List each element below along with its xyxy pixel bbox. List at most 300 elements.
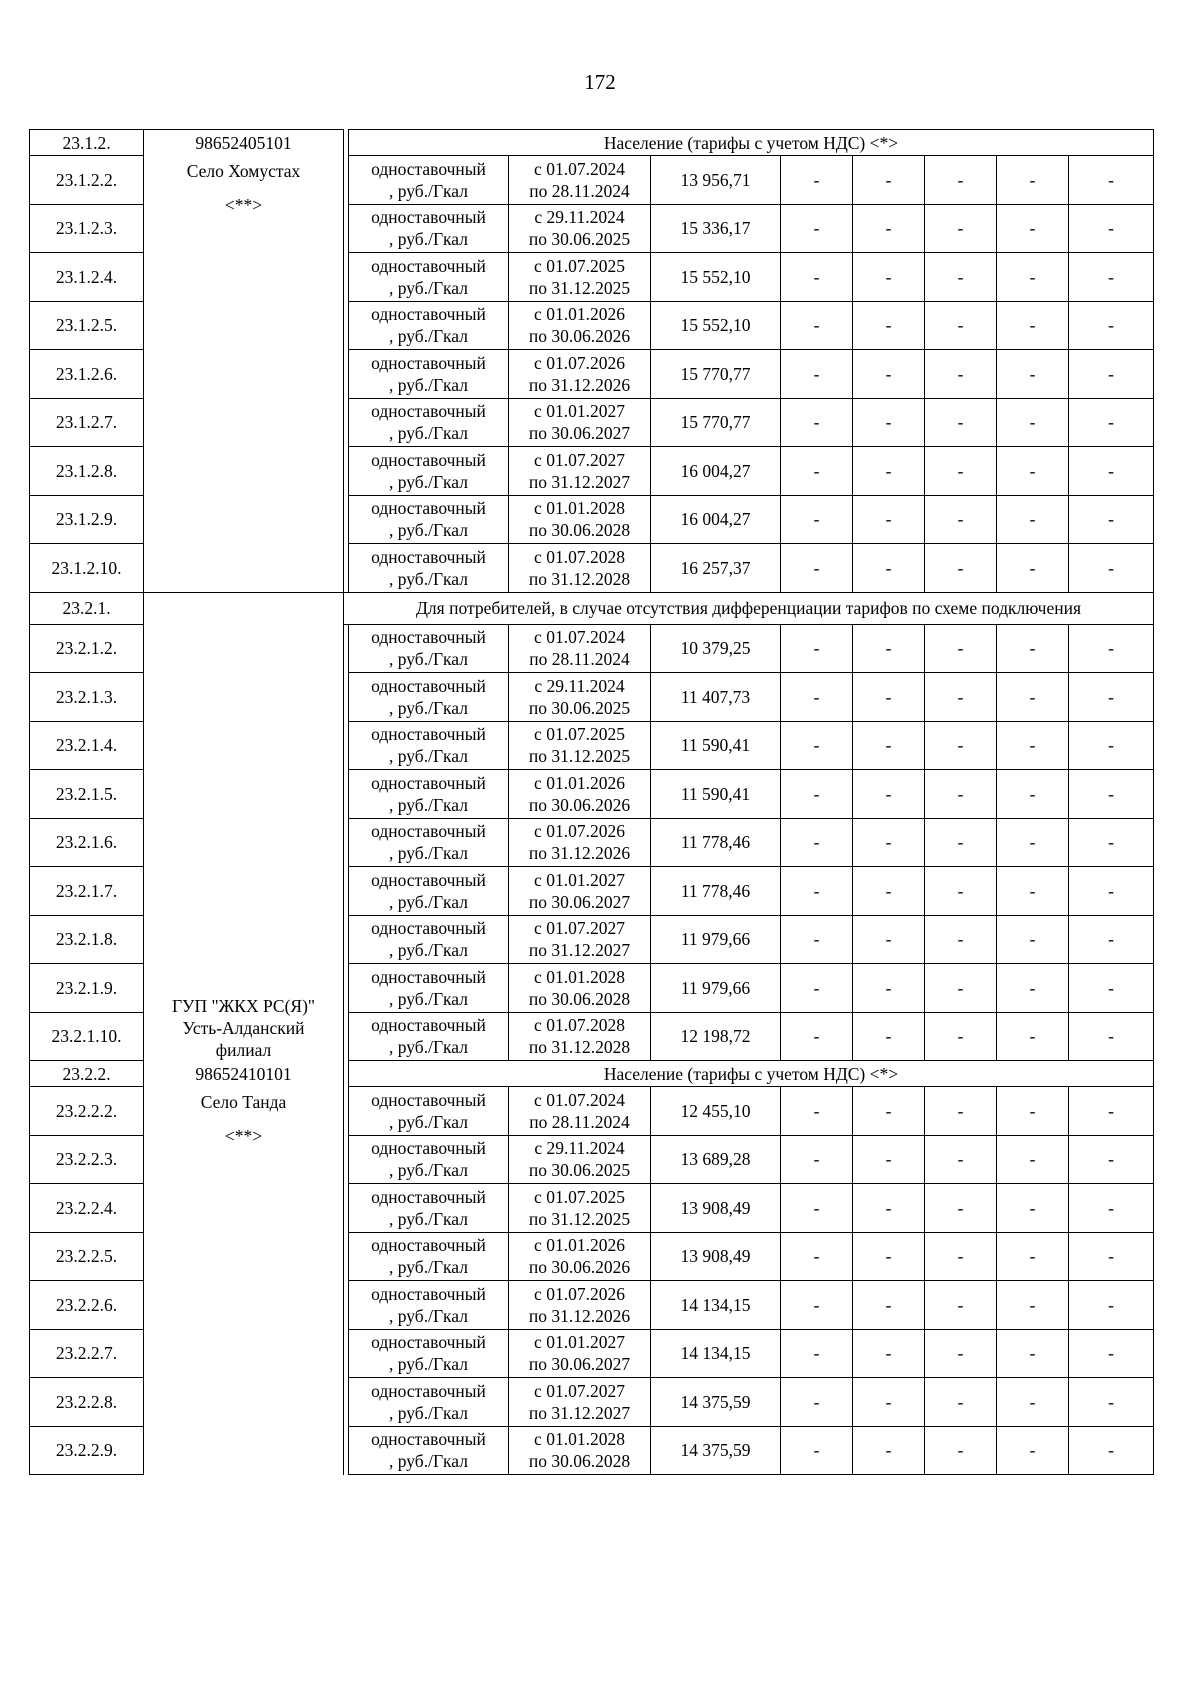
period-from: с 01.07.2025: [534, 1186, 625, 1207]
tariff-unit-label: , руб./Гкал: [389, 277, 468, 298]
tariff-value: 16 004,27: [651, 495, 781, 544]
row-number: 23.2.2.7.: [30, 1329, 144, 1378]
tariff-type: одноставочный: [371, 869, 486, 890]
empty-value-dash: -: [781, 673, 853, 722]
period-to: по 31.12.2025: [528, 1208, 631, 1229]
tariff-unit-label: , руб./Гкал: [389, 940, 468, 961]
tariff-type: одноставочный: [371, 724, 486, 745]
row-number: 23.1.2.: [30, 130, 144, 156]
tariff-period: [509, 447, 651, 496]
empty-value-dash: -: [853, 156, 925, 205]
tariff-period: [509, 1281, 651, 1330]
empty-value-dash: -: [1069, 350, 1154, 399]
tariff-unit-label: , руб./Гкал: [389, 649, 468, 670]
tariff-type: одноставочный: [371, 401, 486, 422]
tariff-period: [509, 204, 651, 253]
tariff-value: 11 778,46: [651, 867, 781, 916]
row-number: 23.2.2.9.: [30, 1426, 144, 1475]
tariff-period: [509, 673, 651, 722]
empty-value-dash: -: [781, 770, 853, 819]
tariff-unit-label: , руб./Гкал: [389, 326, 468, 347]
row-number: 23.2.2.4.: [30, 1184, 144, 1233]
empty-value-dash: -: [997, 1232, 1069, 1281]
tariff-unit-label: , руб./Гкал: [389, 180, 468, 201]
tariff-unit: [349, 1426, 509, 1475]
section-header-row: [30, 592, 1154, 624]
tariff-unit-label: , руб./Гкал: [389, 1160, 468, 1181]
empty-value-dash: -: [781, 447, 853, 496]
period-to: по 31.12.2027: [528, 940, 631, 961]
period-from: с 01.01.2027: [534, 1332, 625, 1353]
tariff-unit-label: , руб./Гкал: [389, 1354, 468, 1375]
tariff-unit: [349, 1012, 509, 1061]
tariff-type: одноставочный: [371, 449, 486, 470]
tariff-unit: [349, 867, 509, 916]
row-number: 23.2.1.10.: [30, 1012, 144, 1061]
empty-value-dash: -: [781, 350, 853, 399]
period-from: с 01.07.2027: [534, 1380, 625, 1401]
tariff-unit: [349, 673, 509, 722]
period-from: с 01.07.2027: [534, 449, 625, 470]
period-to: по 30.06.2028: [528, 520, 631, 541]
period-to: по 30.06.2027: [528, 891, 631, 912]
empty-value-dash: -: [853, 721, 925, 770]
tariff-unit: [349, 253, 509, 302]
row-number: 23.2.1.: [30, 592, 144, 624]
section-header: Население (тарифы с учетом НДС) <*>: [349, 1061, 1154, 1087]
empty-value-dash: -: [997, 1378, 1069, 1427]
tariff-unit: [349, 721, 509, 770]
period-from: с 01.01.2026: [534, 1235, 625, 1256]
tariff-unit: [349, 204, 509, 253]
section-header-row: [30, 1061, 1154, 1087]
empty-value-dash: -: [853, 350, 925, 399]
empty-value-dash: -: [997, 495, 1069, 544]
empty-value-dash: -: [1069, 1087, 1154, 1136]
row-number: 23.2.1.4.: [30, 721, 144, 770]
empty-value-dash: -: [925, 624, 997, 673]
tariff-value: 14 375,59: [651, 1378, 781, 1427]
row-number: 23.1.2.2.: [30, 156, 144, 205]
tariff-value: 15 770,77: [651, 350, 781, 399]
tariff-type: одноставочный: [371, 918, 486, 939]
tariff-value: 14 134,15: [651, 1329, 781, 1378]
empty-value-dash: -: [925, 544, 997, 593]
row-number: 23.1.2.8.: [30, 447, 144, 496]
empty-value-dash: -: [925, 350, 997, 399]
tariff-unit-label: , руб./Гкал: [389, 1208, 468, 1229]
tariff-period: [509, 350, 651, 399]
tariff-unit-label: , руб./Гкал: [389, 1111, 468, 1132]
tariff-type: одноставочный: [371, 1015, 486, 1036]
tariff-type: одноставочный: [371, 1380, 486, 1401]
empty-value-dash: -: [853, 1087, 925, 1136]
empty-value-dash: -: [925, 915, 997, 964]
period-from: с 01.01.2028: [534, 1429, 625, 1450]
empty-value-dash: -: [1069, 770, 1154, 819]
empty-value-dash: -: [853, 1232, 925, 1281]
tariff-type: одноставочный: [371, 498, 486, 519]
tariff-period: [509, 1232, 651, 1281]
tariff-unit: [349, 624, 509, 673]
tariff-type: одноставочный: [371, 1138, 486, 1159]
period-to: по 31.12.2026: [528, 843, 631, 864]
tariff-value: 15 770,77: [651, 398, 781, 447]
row-number: 23.1.2.3.: [30, 204, 144, 253]
row-number: 23.2.2.5.: [30, 1232, 144, 1281]
empty-value-dash: -: [1069, 495, 1154, 544]
tariff-value: 15 552,10: [651, 301, 781, 350]
row-number: 23.1.2.9.: [30, 495, 144, 544]
tariff-type: одноставочный: [371, 304, 486, 325]
tariff-period: [509, 1426, 651, 1475]
period-from: с 01.07.2028: [534, 1015, 625, 1036]
empty-value-dash: -: [925, 867, 997, 916]
empty-value-dash: -: [925, 1184, 997, 1233]
tariff-unit: [349, 156, 509, 205]
period-to: по 30.06.2026: [528, 326, 631, 347]
empty-value-dash: -: [1069, 1012, 1154, 1061]
organization-cell: [144, 592, 344, 1061]
empty-value-dash: -: [925, 398, 997, 447]
empty-value-dash: -: [997, 1329, 1069, 1378]
tariff-period: [509, 1012, 651, 1061]
tariff-unit-label: , руб./Гкал: [389, 229, 468, 250]
locality-cell: [144, 156, 344, 593]
tariff-type: одноставочный: [371, 1089, 486, 1110]
row-number: 23.2.2.3.: [30, 1135, 144, 1184]
empty-value-dash: -: [1069, 447, 1154, 496]
period-to: по 31.12.2027: [528, 471, 631, 492]
period-to: по 30.06.2028: [528, 988, 631, 1009]
period-from: с 01.07.2025: [534, 255, 625, 276]
tariff-unit-label: , руб./Гкал: [389, 1257, 468, 1278]
tariff-value: 12 455,10: [651, 1087, 781, 1136]
tariff-period: [509, 1135, 651, 1184]
empty-value-dash: -: [997, 915, 1069, 964]
tariff-value: 10 379,25: [651, 624, 781, 673]
tariff-value: 12 198,72: [651, 1012, 781, 1061]
row-number: 23.2.2.: [30, 1061, 144, 1087]
empty-value-dash: -: [853, 915, 925, 964]
tariff-period: [509, 1087, 651, 1136]
tariff-unit: [349, 544, 509, 593]
tariff-unit: [349, 1281, 509, 1330]
locality-name: Село Хомустах: [186, 160, 301, 181]
empty-value-dash: -: [997, 624, 1069, 673]
row-number: 23.2.2.2.: [30, 1087, 144, 1136]
period-from: с 29.11.2024: [534, 675, 625, 696]
empty-value-dash: -: [781, 867, 853, 916]
tariff-unit: [349, 301, 509, 350]
empty-value-dash: -: [1069, 673, 1154, 722]
tariff-value: 16 257,37: [651, 544, 781, 593]
empty-value-dash: -: [853, 818, 925, 867]
empty-value-dash: -: [1069, 867, 1154, 916]
tariff-type: одноставочный: [371, 821, 486, 842]
tariff-unit: [349, 770, 509, 819]
empty-value-dash: -: [925, 1135, 997, 1184]
tariff-unit-label: , руб./Гкал: [389, 794, 468, 815]
period-from: с 01.07.2024: [534, 1089, 625, 1110]
period-from: с 01.07.2024: [534, 627, 625, 648]
empty-value-dash: -: [925, 770, 997, 819]
empty-value-dash: -: [925, 1426, 997, 1475]
section-header: Население (тарифы с учетом НДС) <*>: [349, 130, 1154, 156]
tariff-value: 11 590,41: [651, 770, 781, 819]
tariff-unit: [349, 818, 509, 867]
period-to: по 31.12.2026: [528, 1305, 631, 1326]
locality-name: Село Танда: [200, 1091, 287, 1112]
empty-value-dash: -: [997, 253, 1069, 302]
table-row: [30, 1087, 1154, 1136]
row-number: 23.2.1.2.: [30, 624, 144, 673]
empty-value-dash: -: [997, 156, 1069, 205]
organization-branch: Усть-Алданский: [182, 1017, 305, 1038]
empty-value-dash: -: [925, 1281, 997, 1330]
tariff-type: одноставочный: [371, 1332, 486, 1353]
empty-value-dash: -: [997, 350, 1069, 399]
okato-code: 98652405101: [144, 130, 344, 156]
empty-value-dash: -: [853, 1426, 925, 1475]
empty-value-dash: -: [997, 1087, 1069, 1136]
footnote-marker: <**>: [224, 194, 263, 215]
tariff-unit-label: , руб./Гкал: [389, 374, 468, 395]
empty-value-dash: -: [781, 964, 853, 1013]
tariff-period: [509, 624, 651, 673]
tariff-type: одноставочный: [371, 1186, 486, 1207]
empty-value-dash: -: [1069, 253, 1154, 302]
empty-value-dash: -: [997, 204, 1069, 253]
period-from: с 01.07.2025: [534, 724, 625, 745]
period-to: по 30.06.2027: [528, 1354, 631, 1375]
tariff-unit: [349, 1232, 509, 1281]
empty-value-dash: -: [1069, 1378, 1154, 1427]
empty-value-dash: -: [853, 301, 925, 350]
period-from: с 01.07.2027: [534, 918, 625, 939]
empty-value-dash: -: [1069, 1426, 1154, 1475]
empty-value-dash: -: [997, 721, 1069, 770]
empty-value-dash: -: [925, 1087, 997, 1136]
row-number: 23.2.2.8.: [30, 1378, 144, 1427]
locality-cell: [144, 1087, 344, 1475]
empty-value-dash: -: [1069, 624, 1154, 673]
row-number: 23.1.2.6.: [30, 350, 144, 399]
tariff-unit-label: , руб./Гкал: [389, 988, 468, 1009]
empty-value-dash: -: [781, 301, 853, 350]
organization-name: ГУП "ЖКХ РС(Я)": [171, 995, 316, 1016]
tariff-period: [509, 398, 651, 447]
tariff-unit-label: , руб./Гкал: [389, 1305, 468, 1326]
empty-value-dash: -: [853, 1378, 925, 1427]
empty-value-dash: -: [781, 1012, 853, 1061]
tariff-unit: [349, 350, 509, 399]
empty-value-dash: -: [925, 253, 997, 302]
okato-code: 98652410101: [144, 1061, 344, 1087]
empty-value-dash: -: [997, 1426, 1069, 1475]
period-from: с 29.11.2024: [534, 1138, 625, 1159]
tariff-value: 11 407,73: [651, 673, 781, 722]
empty-value-dash: -: [925, 964, 997, 1013]
period-to: по 31.12.2025: [528, 277, 631, 298]
empty-value-dash: -: [925, 204, 997, 253]
period-from: с 01.01.2027: [534, 869, 625, 890]
empty-value-dash: -: [997, 964, 1069, 1013]
empty-value-dash: -: [925, 156, 997, 205]
empty-value-dash: -: [853, 1281, 925, 1330]
period-to: по 30.06.2026: [528, 1257, 631, 1278]
tariff-period: [509, 964, 651, 1013]
tariff-period: [509, 253, 651, 302]
row-number: 23.2.1.9.: [30, 964, 144, 1013]
tariff-unit-label: , руб./Гкал: [389, 697, 468, 718]
empty-value-dash: -: [1069, 1232, 1154, 1281]
tariff-type: одноставочный: [371, 207, 486, 228]
tariff-type: одноставочный: [371, 546, 486, 567]
empty-value-dash: -: [853, 964, 925, 1013]
row-number: 23.2.1.3.: [30, 673, 144, 722]
tariff-unit-label: , руб./Гкал: [389, 746, 468, 767]
empty-value-dash: -: [781, 1232, 853, 1281]
tariff-type: одноставочный: [371, 1283, 486, 1304]
period-from: с 01.01.2027: [534, 401, 625, 422]
empty-value-dash: -: [1069, 544, 1154, 593]
period-to: по 30.06.2028: [528, 1451, 631, 1472]
period-from: с 01.07.2026: [534, 352, 625, 373]
tariff-unit: [349, 398, 509, 447]
empty-value-dash: -: [1069, 156, 1154, 205]
empty-value-dash: -: [853, 253, 925, 302]
tariff-period: [509, 721, 651, 770]
tariff-value: 14 375,59: [651, 1426, 781, 1475]
period-to: по 30.06.2027: [528, 423, 631, 444]
tariff-type: одноставочный: [371, 627, 486, 648]
footnote-marker: <**>: [224, 1125, 263, 1146]
period-from: с 29.11.2024: [534, 207, 625, 228]
period-to: по 31.12.2027: [528, 1402, 631, 1423]
empty-value-dash: -: [853, 1012, 925, 1061]
empty-value-dash: -: [781, 1184, 853, 1233]
empty-value-dash: -: [781, 721, 853, 770]
empty-value-dash: -: [997, 818, 1069, 867]
empty-value-dash: -: [997, 867, 1069, 916]
empty-value-dash: -: [997, 1012, 1069, 1061]
empty-value-dash: -: [997, 770, 1069, 819]
empty-value-dash: -: [1069, 1135, 1154, 1184]
period-to: по 30.06.2025: [528, 697, 631, 718]
empty-value-dash: -: [781, 398, 853, 447]
tariff-unit-label: , руб./Гкал: [389, 1402, 468, 1423]
empty-value-dash: -: [781, 818, 853, 867]
tariff-unit: [349, 1087, 509, 1136]
empty-value-dash: -: [853, 544, 925, 593]
empty-value-dash: -: [1069, 204, 1154, 253]
empty-value-dash: -: [997, 544, 1069, 593]
empty-value-dash: -: [781, 544, 853, 593]
tariff-type: одноставочный: [371, 772, 486, 793]
tariff-unit: [349, 1184, 509, 1233]
period-to: по 30.06.2026: [528, 794, 631, 815]
tariff-unit-label: , руб./Гкал: [389, 1037, 468, 1058]
empty-value-dash: -: [1069, 1281, 1154, 1330]
empty-value-dash: -: [781, 1426, 853, 1475]
empty-value-dash: -: [925, 673, 997, 722]
tariff-unit: [349, 1329, 509, 1378]
empty-value-dash: -: [1069, 1184, 1154, 1233]
empty-value-dash: -: [781, 1135, 853, 1184]
empty-value-dash: -: [997, 1184, 1069, 1233]
tariff-value: 14 134,15: [651, 1281, 781, 1330]
empty-value-dash: -: [925, 301, 997, 350]
tariff-unit: [349, 1135, 509, 1184]
table-row: [30, 156, 1154, 205]
empty-value-dash: -: [1069, 398, 1154, 447]
tariff-unit-label: , руб./Гкал: [389, 471, 468, 492]
row-number: 23.1.2.5.: [30, 301, 144, 350]
period-from: с 01.01.2026: [534, 772, 625, 793]
tariff-unit: [349, 495, 509, 544]
tariff-type: одноставочный: [371, 966, 486, 987]
tariff-period: [509, 156, 651, 205]
tariff-unit: [349, 915, 509, 964]
empty-value-dash: -: [997, 301, 1069, 350]
tariff-table: [29, 129, 1154, 1475]
empty-value-dash: -: [925, 818, 997, 867]
tariff-period: [509, 544, 651, 593]
empty-value-dash: -: [853, 673, 925, 722]
period-to: по 28.11.2024: [529, 649, 630, 670]
tariff-value: 13 908,49: [651, 1184, 781, 1233]
row-number: 23.1.2.7.: [30, 398, 144, 447]
empty-value-dash: -: [925, 495, 997, 544]
tariff-period: [509, 867, 651, 916]
tariff-unit-label: , руб./Гкал: [389, 843, 468, 864]
empty-value-dash: -: [997, 398, 1069, 447]
tariff-value: 16 004,27: [651, 447, 781, 496]
tariff-period: [509, 818, 651, 867]
empty-value-dash: -: [781, 1378, 853, 1427]
empty-value-dash: -: [781, 1281, 853, 1330]
tariff-unit-label: , руб./Гкал: [389, 520, 468, 541]
tariff-unit: [349, 964, 509, 1013]
tariff-type: одноставочный: [371, 255, 486, 276]
tariff-unit-label: , руб./Гкал: [389, 423, 468, 444]
empty-value-dash: -: [1069, 1329, 1154, 1378]
empty-value-dash: -: [853, 447, 925, 496]
empty-value-dash: -: [997, 673, 1069, 722]
empty-value-dash: -: [925, 721, 997, 770]
tariff-unit: [349, 1378, 509, 1427]
tariff-period: [509, 1329, 651, 1378]
empty-value-dash: -: [1069, 721, 1154, 770]
period-to: по 30.06.2025: [528, 1160, 631, 1181]
period-to: по 30.06.2025: [528, 229, 631, 250]
empty-value-dash: -: [925, 1378, 997, 1427]
tariff-type: одноставочный: [371, 675, 486, 696]
tariff-value: 13 689,28: [651, 1135, 781, 1184]
period-to: по 31.12.2028: [528, 1037, 631, 1058]
empty-value-dash: -: [853, 1135, 925, 1184]
tariff-value: 11 590,41: [651, 721, 781, 770]
period-to: по 28.11.2024: [529, 1111, 630, 1132]
period-to: по 31.12.2025: [528, 746, 631, 767]
empty-value-dash: -: [781, 1329, 853, 1378]
organization-branch-suffix: филиал: [215, 1039, 272, 1060]
empty-value-dash: -: [853, 867, 925, 916]
tariff-period: [509, 1378, 651, 1427]
empty-value-dash: -: [853, 398, 925, 447]
period-to: по 31.12.2026: [528, 374, 631, 395]
